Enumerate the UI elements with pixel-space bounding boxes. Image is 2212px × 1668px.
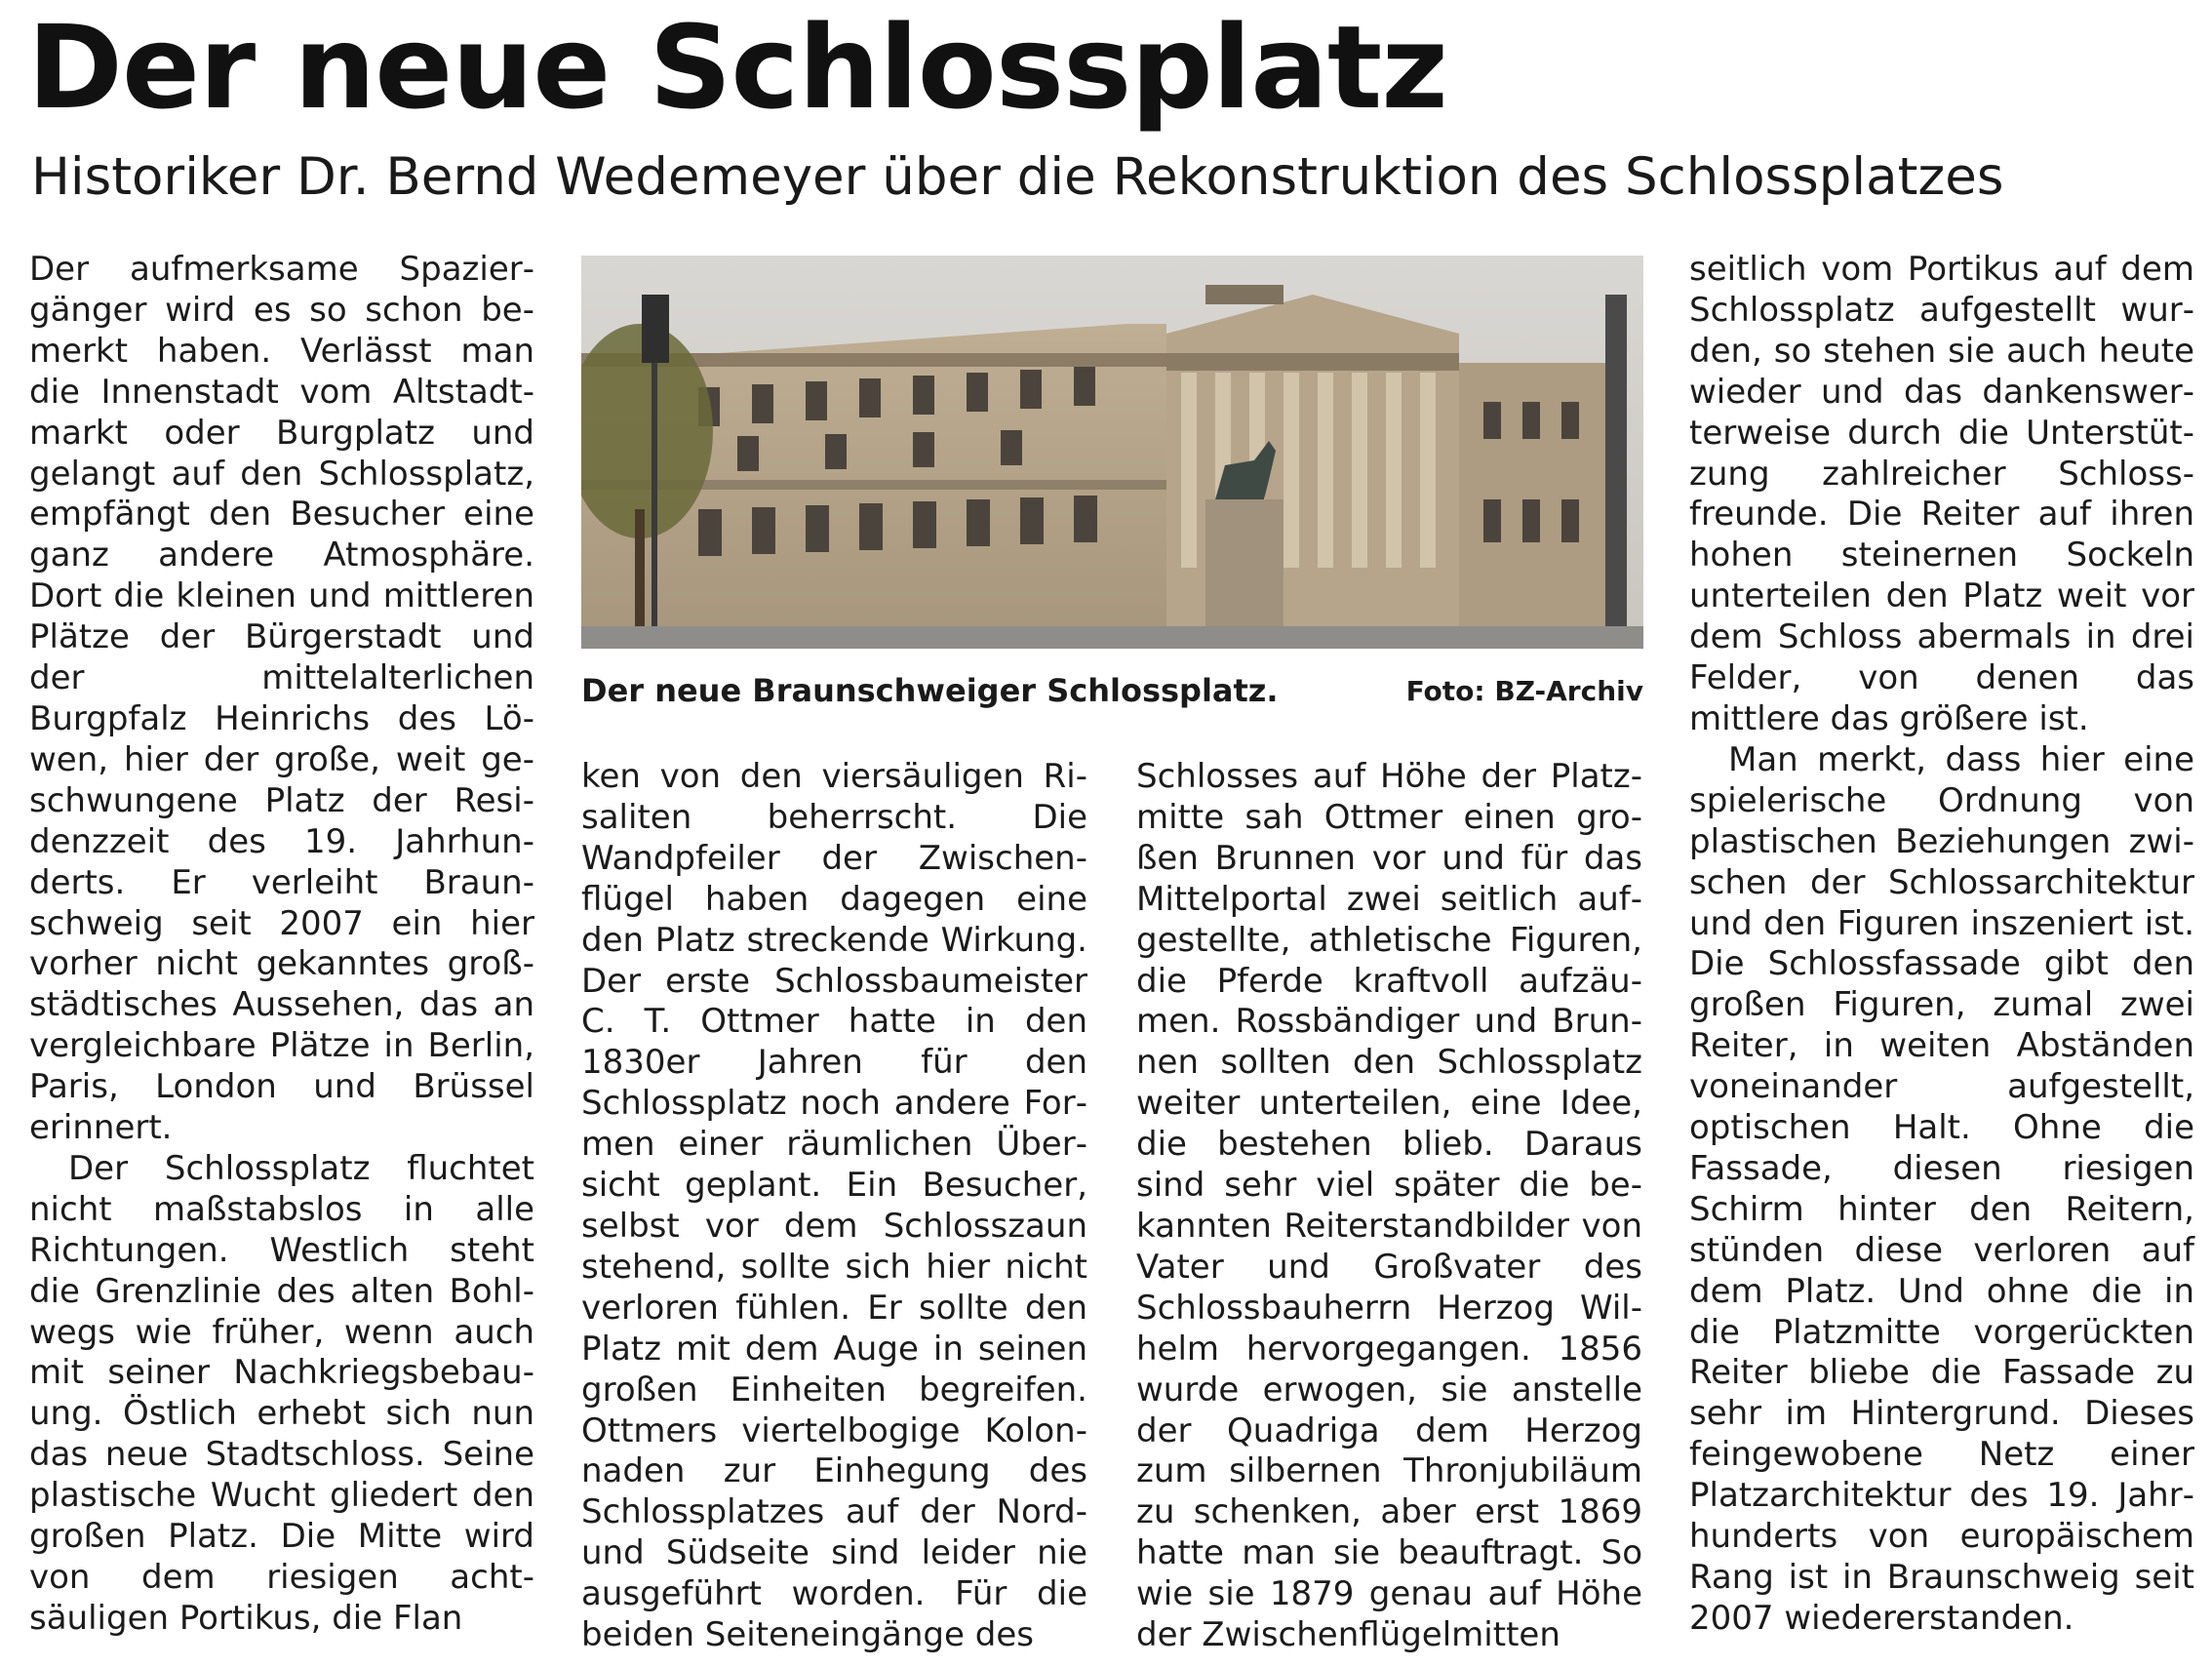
photo-credit: Foto: BZ-Archiv — [1405, 675, 1643, 707]
paragraph: Schlosses auf Höhe der Platzmitte sah Ottmer einen großen Brunnen vor und für das Mittelportal zwei seitlich aufgestellte, athletische Figuren, die Pferde kraftvoll aufzäumen. Rossbändiger und Brunnen sollten den Schlossplatz weiter unterteilen, eine Idee, die bestehen blieb. Daraus sind sehr viel später die bekannten Reiterstandbilder von Vater und Großvater des Schlossbauherrn Herzog Wilhelm hervorgegangen. 1856 wurde erwogen, sie anstelle der Quadriga dem Herzog zum silbernen Thronjubiläum zu schenken, aber erst 1869 hatte man sie beauftragt. So wie sie 1879 genau auf Höhe der Zwischenflügelmitten — [1136, 757, 1642, 1655]
paragraph: Der aufmerksame Spaziergänger wird es so schon bemerkt haben. Verlässt man die Innenstadt vom Altstadtmarkt oder Burgplatz und gelangt auf den Schlossplatz, empfängt den Besucher eine ganz andere Atmosphäre. Dort die kleinen und mittleren Plätze der Bürgerstadt und der mittelalterlichen Burgpfalz Heinrichs des Löwen, hier der große, weit geschwungene Platz der Residenzzeit des 19. Jahrhunderts. Er verleiht Braunschweig seit 2007 ein hier vorher nicht gekanntes großstädtisches Aussehen, das an vergleichbare Plätze in Berlin, Paris, London und Brüssel erinnert. — [29, 250, 534, 1148]
text-column-2 — [581, 757, 1087, 1656]
article-title: Der neue Schlossplatz — [27, 0, 1447, 135]
text-column-1 — [29, 250, 534, 1640]
photo-caption: Der neue Braunschweiger Schlossplatz. — [581, 672, 1279, 709]
paragraph: ken von den viersäuligen Risaliten beherrscht. Die Wandpfeiler der Zwischenflügel haben dagegen eine den Platz streckende Wirkung. Der erste Schlossbaumeister C. T. Ottmer hatte in den 1830er Jahren für den Schlossplatz noch andere Formen einer räumlichen Übersicht geplant. Ein Besucher, selbst vor dem Schlosszaun stehend, sollte sich hier nicht verloren fühlen. Er sollte den Platz mit dem Auge in seinen großen Einheiten begreifen. Ottmers viertelbogige Kolonnaden zur Einhegung des Schlossplatzes auf der Nord- und Südseite sind leider nie ausgeführt worden. Für die beiden Seiteneingänge des — [581, 757, 1087, 1655]
palace-photo — [581, 256, 1643, 649]
paragraph: Der Schlossplatz fluchtet nicht maßstabslos in alle Richtungen. Westlich steht die Grenzlinie des alten Bohlwegs wie früher, wenn auch mit seiner Nachkriegsbebauung. Östlich erhebt sich nun das neue Stadtschloss. Seine plastische Wucht gliedert den großen Platz. Die Mitte wird von dem riesigen achtsäuligen Portikus, die Flan — [29, 1148, 534, 1638]
article-subtitle: Historiker Dr. Bernd Wedemeyer über die Rekonstruktion des Schlossplatzes — [31, 147, 2004, 207]
text-column-4 — [1689, 250, 2194, 1640]
photo-caption-row — [581, 669, 1643, 712]
paragraph: seitlich vom Portikus auf dem Schlossplatz aufgestellt wurden, so stehen sie auch heute wieder und das dankenswerterweise durch die Unterstützung zahlreicher Schlossfreunde. Die Reiter auf ihren hohen steinernen Sockeln unterteilen den Platz weit vor dem Schloss abermals in drei Felder, von denen das mittlere das größere ist. — [1689, 250, 2194, 738]
palace-photo-icon — [581, 256, 1643, 649]
text-column-3 — [1136, 757, 1642, 1656]
paragraph: Man merkt, dass hier eine spielerische Ordnung von plastischen Beziehungen zwischen der Schlossarchitektur und den Figuren inszeniert ist. Die Schlossfassade gibt den großen Figuren, zumal zwei Reiter, in weiten Abständen voneinander aufgestellt, optischen Halt. Ohne die Fassade, diesen riesigen Schirm hinter den Reitern, stünden diese verloren auf dem Platz. Und ohne die in die Platzmitte vorgerückten Reiter bliebe die Fassade zu sehr im Hintergrund. Dieses feingewobene Netz einer Platzarchitektur des 19. Jahrhunderts von europäischem Rang ist in Braunschweig seit 2007 wiedererstanden. — [1689, 739, 2194, 1638]
